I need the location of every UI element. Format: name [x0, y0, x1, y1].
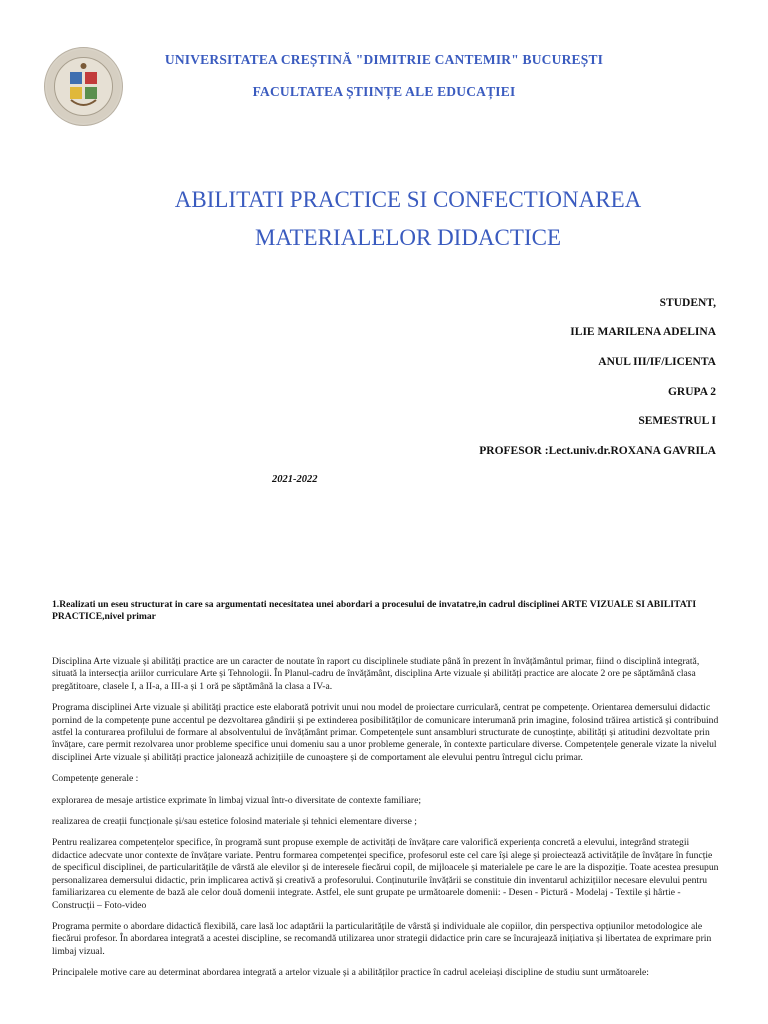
- paragraph: Principalele motive care au determinat abordarea integrată a artelor vizuale și a abilităților practice în cadrul aceleiași discipline de studiu sunt următoarele:: [52, 967, 649, 979]
- paragraph: Pentru realizarea competențelor specifice, în programă sunt propuse exemple de activități de învățare care valorifică experiența concretă a elevului, integrând strategii didactice adecvate unor contexte de învățare variate. Pentru formarea competenței specifice, profesorul este cel care își alege și proiectează activitățile de învățare în funcție de specificul disciplinei, de particularitățile de vârstă ale elevilor și de interesele fiecărui copil, de mijloacele și materialele pe care le are la dispoziție. Toate acestea presupun personalizarea demersului didactic, prin implicarea activă și creativă a profesorului. Conținuturile învățării se constituie din inventarul achizițiilor necesare elevului pentru familiarizarea cu elemente de bază ale celor două domenii integrate. Astfel, ele sunt grupate pe următoarele domenii: - Desen - Pictură - Modelaj - Textile și hârtie - Construcții – Foto-video: [52, 837, 719, 911]
- assignment-question: 1.Realizati un eseu structurat in care sa argumentati necesitatea unei abordari a procesului de invatatre,in cadrul disciplinei ARTE VIZUALE SI ABILITATI PRACTICE,nivel primar: [52, 599, 697, 622]
- paragraph: Programa disciplinei Arte vizuale și abilități practice este elaborată potrivit unui nou model de proiectare curriculară, centrat pe competențe. Orientarea demersului didactic pornind de la competențe pune accentul pe dezvoltarea gândirii și pe extinderea posibilităților de comunicare interumană prin imagine, folosind trăirea artistică și contribuind astfel la conturarea profilului de formare al absolventului de învățământ primar. Competențele sunt ansambluri structurate de cunoștințe, abilități și atitudini dezvoltate prin învățare, care permit rezolvarea unor probleme specifice unui domeniu sau a unor probleme generale, în contexte particulare diverse. Competențele generale vizate la nivelul disciplinei Arte vizuale și abilități practice jalonează achizițiile de cunoaștere și de comportament ale elevului pentru întregul ciclu primar.: [52, 702, 719, 763]
- student-name: ILIE MARILENA ADELINA: [570, 326, 716, 338]
- faculty-name: FACULTATEA ȘTIINȚE ALE EDUCAȚIEI: [252, 84, 516, 99]
- professor-name: PROFESOR :Lect.univ.dr.ROXANA GAVRILA: [479, 445, 716, 457]
- student-year: ANUL III/IF/LICENTA: [598, 356, 716, 368]
- paragraph: Disciplina Arte vizuale și abilități practice are un caracter de noutate în raport cu disciplinele studiate până în prezent în învățământul primar, fiind o disciplină integrată, situată la intersecția ariilor curriculare Arte și Tehnologii. În Planul-cadru de învățământ, disciplina Arte vizuale și abilități practice are alocate 2 ore pe săptămână clasa pregătitoare, clasele I, a II-a, a III-a și 1 oră pe săptămână la clasa a IV-a.: [52, 656, 700, 692]
- paragraph: Programa permite o abordare didactică flexibilă, care lasă loc adaptării la particularitățile de vârstă și individuale ale copiilor, din perspectiva opțiunilor metodologice ale fiecărui profesor. În abordarea integrată a acestei discipline, se recomandă utilizarea unor strategii didactice prin care se încurajează inițiativa și libertatea de exprimare prin limbaj vizual.: [52, 920, 712, 957]
- paragraph: realizarea de creații funcționale și/sau estetice folosind materiale și tehnici elementare diverse ;: [52, 816, 417, 828]
- university-name: UNIVERSITATEA CREȘTINĂ "DIMITRIE CANTEMIR" BUCUREȘTI: [164, 52, 604, 67]
- paragraph: Competențe generale :: [52, 773, 139, 785]
- paragraph: explorarea de mesaje artistice exprimate în limbaj vizual într-o diversitate de contexte familiare;: [52, 794, 422, 806]
- student-semester: SEMESTRUL I: [638, 415, 716, 427]
- student-label: STUDENT,: [659, 297, 716, 309]
- academic-year: 2021-2022: [272, 474, 318, 485]
- title-line-2: MATERIALELOR DIDACTICE: [255, 225, 561, 250]
- title-line-1: ABILITATI PRACTICE SI CONFECTIONAREA: [174, 187, 642, 212]
- essay-body: [52, 656, 722, 989]
- document-title: [0, 181, 768, 257]
- student-group: GRUPA 2: [667, 386, 716, 398]
